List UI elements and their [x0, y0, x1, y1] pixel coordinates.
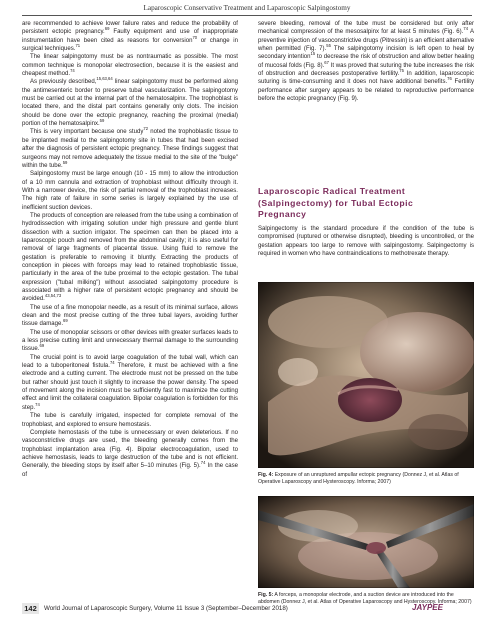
section-heading — [258, 186, 474, 221]
header-rule — [22, 15, 472, 16]
right-column — [258, 20, 474, 103]
page-number: 142 — [22, 603, 39, 614]
paragraph: Complete hemostasis of the tube is unnecessary or even deleterious. If no vasoconstrictive drugs are used, the bleeding generally comes from the trophoblast implantation area (Fig. 4). Bipolar electrocoagulation, used to achieve hemostasis, leads to large destruction of the tube and is not efficient. Generally, the bleeding stops by itself after 5–10 minutes (Fig. 5).$^{74}$ In the case of — [22, 429, 238, 478]
paragraph: The tube is carefully irrigated, inspected for complete removal of the trophoblast, and explored to ensure hemostasis. — [22, 413, 238, 428]
section-heading-line: Pregnancy — [258, 209, 307, 219]
left-column — [22, 20, 238, 479]
figure-5-caption: Fig. 5: A forceps, a monopolar electrode, and a suction device are introduced into the abdomen (Donnez J, et al. Atlas of Operative Laparoscopy and Hysteroscopy. Informa; 2007) — [258, 592, 472, 606]
laparoscopy-image — [258, 282, 474, 468]
section-heading-line: Laparoscopic Radical Treatment — [258, 186, 406, 196]
laparoscopy-instruments-image — [258, 496, 474, 588]
figure-5-photo — [258, 496, 474, 588]
publisher-logo: JAYPEE — [412, 603, 443, 612]
paragraph: The linear salpingotomy must be as nontraumatic as possible. The most common technique is monopolar electrosection, because it is the easiest and cheapest method.$^{74}$ — [22, 54, 238, 78]
figure-4-photo — [258, 282, 474, 468]
paragraph: The products of conception are released from the tube using a combination of hydrodissection with irrigating solution under high pressure and gentle blunt dissection with a suction irrigator. The specimen can then be placed into a laparoscopic pouch and removed from the abdominal cavity; it is also useful for removal of large fragments of placental tissue. Using fluid to remove the gestation is preferable to removing it bluntly. Extracting the products of conception in pieces with forceps may lead to retained trophoblastic tissue, particularly in the area of the tube proximal to the ectopic gestation. The tubal expression ("tubal milking") without associated salpingotomy procedure is associated with a higher rate of persistent ectopic pregnancy and should be avoided.$^{43,54,73}$ — [22, 212, 238, 303]
journal-citation: World Journal of Laparoscopic Surgery, Volume 11 Issue 3 (September–December 2018) — [44, 605, 288, 612]
paragraph: are recommended to achieve lower failure rates and reduce the probability of persistent ectopic pregnancy.$^{69}$ Faulty equipment and use of inappropriate instrumentation have been cited as reasons for conversion$^{70}$ or change in surgical techniques.$^{71}$ — [22, 21, 239, 53]
paragraph: This is very important because one study$^{72}$ noted the trophoblastic tissue to be implanted medial to the salpingotomy site in tubes that had been excised after the diagnosis of persistent ectopic pregnancy. These findings suggest that surgeons may not remove adequately the tissue medial to the site of the "bulge" within the tube.$^{59}$ — [22, 126, 238, 169]
paragraph: severe bleeding, removal of the tube must be considered but only after mechanical compression of the mesosalpinx for at least 5 minutes (Fig. 6).$^{74}$ A preventive injection of vasoconstrictive drugs (Pitressin) is an efficient alternative when permitted (Fig. 7).$^{55}$ The salpingotomy incision is left open to heal by secondary intention$^{15}$ to decrease the risk of obstruction and allow better healing of mucosal folds (Fig. 8).$^{67}$ It was proved that suturing the tube increases the risk of obstruction and decreases postoperative fertility.$^{75}$ In addition, laparoscopic suturing is time-consuming and it does not have additional benefits.$^{76}$ Fertility performance after surgery appears to be related to reproductive performance before the ectopic pregnancy (Fig. 9). — [258, 21, 474, 103]
section-paragraph: Salpingectomy is the standard procedure if the condition of the tube is compromised (ruptured or otherwise disrupted), bleeding is uncontrolled, or the gestation appears too large to remove with salpingostomy. Salpingectomy is required in women who have contraindications to methotrexate therapy. — [258, 226, 474, 258]
section-heading-line: (Salpingectomy) for Tubal Ectopic — [258, 197, 414, 208]
paragraph: The use of a fine monopolar needle, as a result of its minimal surface, allows clean and the most precise cutting of the three tubal layers, avoiding further tissue damage.$^{69}$ — [22, 304, 238, 328]
paragraph: As previously described,$^{15,63,64}$ linear salpingotomy must be performed along the antimesenteric border to preserve tubal vascularization. The salpingotomy must be carried out at the internal part of the hematosalpinx. The trophoblast is located there, and the distal part contains generally only clots. The incision should be done over the ectopic pregnancy, reaching the proximal (medial) portion of the hematosalpinx.$^{59}$ — [22, 76, 238, 128]
running-header: Laparoscopic Conservative Treatment and Laparoscopic Salpingostomy — [143, 4, 351, 12]
paragraph: The crucial point is to avoid large coagulation of the tubal wall, which can lead to a tuboperitoneal fistula.$^{74}$ Therefore, it must be achieved with a fine electrode and a cutting current. The electrode must not be pressed on the tube but rather should just touch it slightly to increase the power density. The speed of movement along the incision must be sufficiently fast to maximize the cutting effect and limit the collateral coagulation. Bipolar coagulation is forbidden for this step.$^{74}$ — [22, 354, 238, 411]
paragraph: Salpingostomy must be large enough (10 - 15 mm) to allow the introduction of a 10 mm cannula and extraction of trophoblast without difficulty through it. With a narrower device, the risk of partial removal of the trophoblast increases. The high rate of failure in some series is largely explained by the use of inefficient suction devices. — [22, 171, 238, 211]
paragraph: The use of monopolar scissors or other devices with greater surfaces leads to a less precise cutting limit and unnecessary thermal damage to the surrounding tissue.$^{69}$ — [22, 329, 238, 353]
figure-4-caption: Fig. 4: Exposure of an unruptured ampullar ectopic pregnancy (Donnez J, et al. Atlas of Operative Laparoscopy and Hysteroscopy. Informa; 2007) — [258, 472, 459, 486]
